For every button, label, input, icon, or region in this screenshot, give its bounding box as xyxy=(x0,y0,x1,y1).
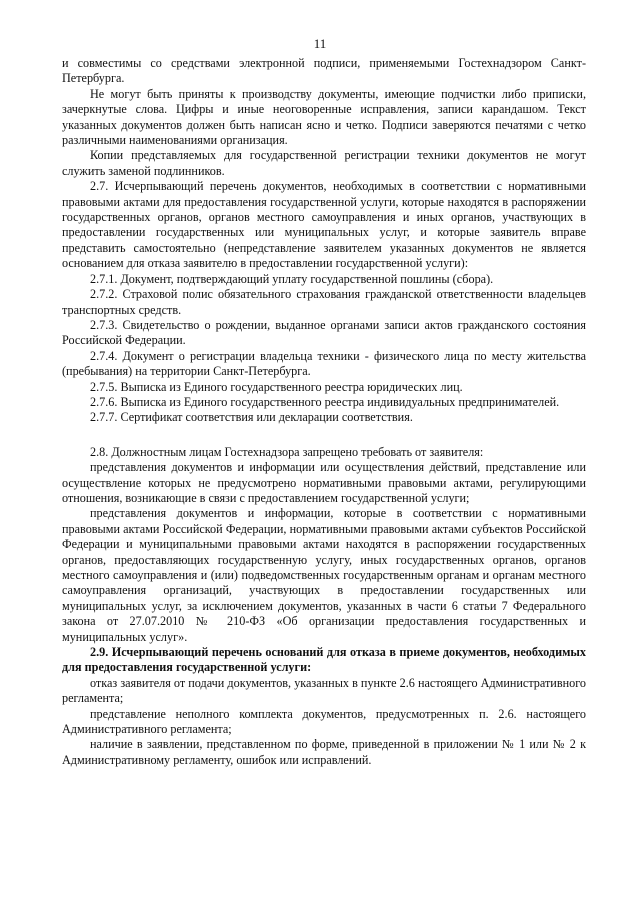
page-number: 11 xyxy=(313,36,327,51)
paragraph-section-2-8: 2.8. Должностным лицам Гостехнадзора запрещено требовать от заявителя: xyxy=(90,444,484,459)
paragraph: наличие в заявлении, представленном по форме, приведенной в приложении № 1 или № 2 к Административному регламенту, ошибок или исправлений. xyxy=(62,737,586,767)
paragraph: и совместимы со средствами электронной подписи, применяемыми Гостехнадзором Санкт-Петербурга. xyxy=(62,56,586,86)
list-item-2-7-5: 2.7.5. Выписка из Единого государственного реестра юридических лиц. xyxy=(90,379,463,394)
paragraph: Копии представляемых для государственной регистрации техники документов не могут служить заменой подлинников. xyxy=(62,148,586,178)
list-item-2-7-7: 2.7.7. Сертификат соответствия или декларации соответствия. xyxy=(90,410,413,425)
paragraph: отказ заявителя от подачи документов, указанных в пункте 2.6 настоящего Административного регламента; xyxy=(62,675,586,706)
paragraph: представления документов и информации, которые в соответствии с нормативными правовыми актами Российской Федерации, нормативными правовыми актами субъектов Российской Федерации и муниципальными правовыми актами находятся в распоряжении государственных органов, предоставляющих государственную услугу, иных государственных органов, органов местного самоуправления и (или) подведомственных государственным органам и органам местного самоуправления организаций, участвующих в предоставлении государственных или муниципальных услуг, за исключением документов, указанных в части 6 статьи 7 Федерального закона от 27.07.2010 № 210-ФЗ «Об организации предоставления государственных и муниципальных услуг». xyxy=(62,506,586,644)
paragraph: представления документов и информации или осуществления действий, представление или осуществление которых не предусмотрено нормативными правовыми актами, регулирующими отношения, возникающие в связи с предоставлением государственной услуги; xyxy=(62,460,586,505)
list-item-2-7-4: 2.7.4. Документ о регистрации владельца техники - физического лица по месту жительства (пребывания) на территории Санкт-Петербурга. xyxy=(62,348,586,379)
paragraph-gap xyxy=(62,426,586,445)
list-item-2-7-6: 2.7.6. Выписка из Единого государственного реестра индивидуальных предпринимателей. xyxy=(90,394,560,409)
document-body xyxy=(62,56,586,768)
list-item-2-7-3: 2.7.3. Свидетельство о рождении, выданное органами записи актов гражданского состояния Российской Федерации. xyxy=(62,317,586,348)
list-item-2-7-1: 2.7.1. Документ, подтверждающий уплату государственной пошлины (сбора). xyxy=(90,271,494,286)
paragraph-section-2-7: 2.7. Исчерпывающий перечень документов, необходимых в соответствии с нормативными правовыми актами для предоставления государственной услуги, которые находятся в распоряжении государственных органов, органов местного самоуправления и иных органов, участвующих в предоставлении государственных или муниципальных услуг, и которые заявитель вправе представить самостоятельно (непредставление заявителем указанных документов не является основанием для отказа заявителю в предоставлении государственной услуги): xyxy=(62,179,586,271)
paragraph: Не могут быть приняты к производству документы, имеющие подчистки либо приписки, зачеркнутые слова. Цифры и иные неоговоренные исправления, записи карандашом. Текст указанных документов должен быть написан ясно и четко. Подписи заверяются печатями с четко различными наименованиями организация. xyxy=(62,86,586,148)
paragraph: представление неполного комплекта документов, предусмотренных п. 2.6. настоящего Административного регламента; xyxy=(62,706,586,737)
list-item-2-7-2: 2.7.2. Страховой полис обязательного страхования гражданской ответственности владельцев транспортных средств. xyxy=(62,287,586,317)
section-heading-2-9: 2.9. Исчерпывающий перечень оснований для отказа в приеме документов, необходимых для предоставления государственной услуги: xyxy=(62,645,586,675)
